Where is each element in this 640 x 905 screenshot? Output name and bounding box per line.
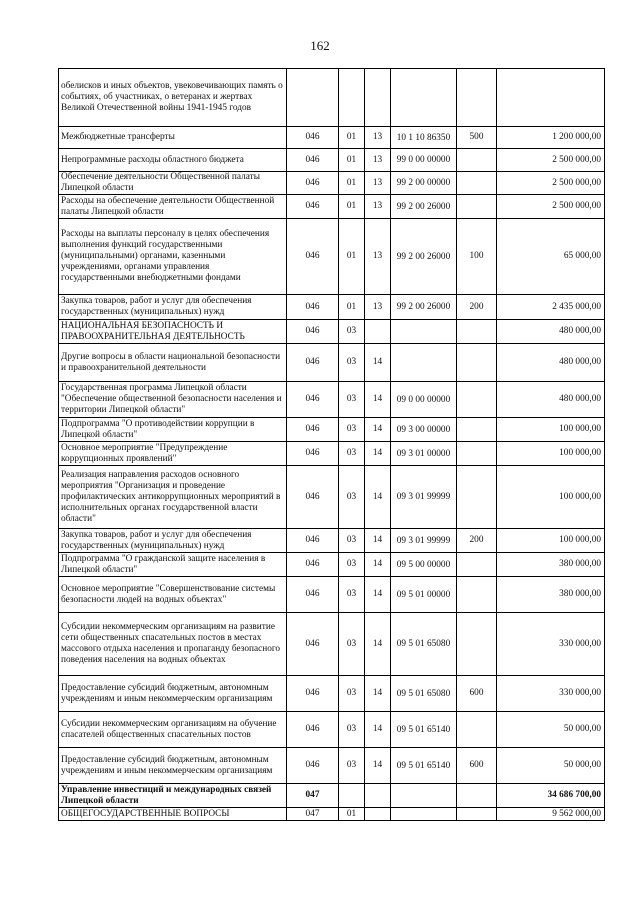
page-number: 162 bbox=[310, 38, 330, 53]
expense-type-cell bbox=[457, 466, 497, 529]
table-row bbox=[59, 748, 605, 784]
table-row bbox=[59, 442, 605, 466]
ministry-code-cell: 046 bbox=[287, 442, 339, 466]
amount-cell: 2 500 000,00 bbox=[497, 149, 605, 172]
ministry-code-cell: 046 bbox=[287, 195, 339, 219]
subsection-code-cell: 14 bbox=[365, 344, 391, 382]
subsection-code-cell: 13 bbox=[365, 172, 391, 195]
ministry-code-cell: 046 bbox=[287, 127, 339, 149]
amount-cell: 480 000,00 bbox=[497, 320, 605, 344]
target-article-cell: 09 5 01 65140 bbox=[391, 748, 457, 784]
target-article-cell: 09 0 00 00000 bbox=[391, 382, 457, 418]
section-code-cell: 01 bbox=[339, 195, 365, 219]
section-code-cell: 03 bbox=[339, 382, 365, 418]
subsection-code-cell: 14 bbox=[365, 712, 391, 748]
expense-type-cell bbox=[457, 712, 497, 748]
amount-cell: 100 000,00 bbox=[497, 529, 605, 553]
section-code-cell: 03 bbox=[339, 553, 365, 577]
table-row bbox=[59, 553, 605, 577]
ministry-code-cell: 046 bbox=[287, 418, 339, 442]
row-name-cell: Межбюджетные трансферты bbox=[59, 127, 287, 149]
expense-type-cell bbox=[457, 418, 497, 442]
expense-type-cell: 100 bbox=[457, 219, 497, 295]
table-row bbox=[59, 195, 605, 219]
table-row bbox=[59, 577, 605, 613]
table-row bbox=[59, 344, 605, 382]
subsection-code-cell: 14 bbox=[365, 442, 391, 466]
target-article-cell: 10 1 10 86350 bbox=[391, 127, 457, 149]
section-code-cell: 01 bbox=[339, 172, 365, 195]
target-article-cell bbox=[391, 784, 457, 808]
ministry-code-cell: 046 bbox=[287, 529, 339, 553]
table-row bbox=[59, 295, 605, 320]
section-code-cell: 03 bbox=[339, 712, 365, 748]
amount-cell bbox=[497, 69, 605, 127]
expense-type-cell bbox=[457, 553, 497, 577]
row-name-cell: ОБЩЕГОСУДАРСТВЕННЫЕ ВОПРОСЫ bbox=[59, 808, 287, 821]
ministry-code-cell: 046 bbox=[287, 613, 339, 676]
amount-cell: 2 500 000,00 bbox=[497, 172, 605, 195]
subsection-code-cell: 13 bbox=[365, 127, 391, 149]
table-row bbox=[59, 320, 605, 344]
amount-cell: 50 000,00 bbox=[497, 712, 605, 748]
row-name-cell: Расходы на обеспечение деятельности Общественной палаты Липецкой области bbox=[59, 195, 287, 219]
section-code-cell bbox=[339, 69, 365, 127]
expense-type-cell: 500 bbox=[457, 127, 497, 149]
budget-table bbox=[58, 68, 605, 821]
amount-cell: 50 000,00 bbox=[497, 748, 605, 784]
amount-cell: 100 000,00 bbox=[497, 442, 605, 466]
row-name-cell: Субсидии некоммерческим организациям на развитие сети общественных спасательных постов в местах массового отдыха населения и пропаганду безопасного поведения населения на водных объектах bbox=[59, 613, 287, 676]
subsection-code-cell: 14 bbox=[365, 529, 391, 553]
section-code-cell: 03 bbox=[339, 418, 365, 442]
expense-type-cell: 600 bbox=[457, 748, 497, 784]
section-code-cell: 01 bbox=[339, 149, 365, 172]
row-name-cell: Основное мероприятие "Предупреждение коррупционных проявлений" bbox=[59, 442, 287, 466]
target-article-cell: 99 0 00 00000 bbox=[391, 149, 457, 172]
target-article-cell: 09 5 01 65140 bbox=[391, 712, 457, 748]
row-name-cell: Реализация направления расходов основного мероприятия "Организация и проведение профилактических антикоррупционных мероприятий в исполнительных органах государственной власти области" bbox=[59, 466, 287, 529]
ministry-code-cell: 046 bbox=[287, 676, 339, 712]
section-code-cell: 01 bbox=[339, 127, 365, 149]
subsection-code-cell bbox=[365, 808, 391, 821]
subsection-code-cell bbox=[365, 320, 391, 344]
expense-type-cell bbox=[457, 320, 497, 344]
row-name-cell: Подпрограмма "О противодействии коррупции в Липецкой области" bbox=[59, 418, 287, 442]
target-article-cell: 09 5 01 65080 bbox=[391, 676, 457, 712]
ministry-code-cell: 046 bbox=[287, 382, 339, 418]
target-article-cell: 09 3 01 99999 bbox=[391, 529, 457, 553]
amount-cell: 480 000,00 bbox=[497, 382, 605, 418]
subsection-code-cell: 14 bbox=[365, 613, 391, 676]
amount-cell: 380 000,00 bbox=[497, 553, 605, 577]
table-row bbox=[59, 529, 605, 553]
table-row bbox=[59, 69, 605, 127]
subsection-code-cell: 14 bbox=[365, 382, 391, 418]
target-article-cell: 99 2 00 00000 bbox=[391, 172, 457, 195]
ministry-code-cell: 047 bbox=[287, 808, 339, 821]
table-row bbox=[59, 712, 605, 748]
section-code-cell: 01 bbox=[339, 295, 365, 320]
table-row bbox=[59, 808, 605, 821]
amount-cell: 65 000,00 bbox=[497, 219, 605, 295]
section-code-cell: 03 bbox=[339, 344, 365, 382]
target-article-cell: 09 5 01 00000 bbox=[391, 577, 457, 613]
expense-type-cell bbox=[457, 613, 497, 676]
expense-type-cell: 600 bbox=[457, 676, 497, 712]
amount-cell: 480 000,00 bbox=[497, 344, 605, 382]
subsection-code-cell: 14 bbox=[365, 676, 391, 712]
subsection-code-cell: 14 bbox=[365, 748, 391, 784]
table-row bbox=[59, 418, 605, 442]
row-name-cell: Подпрограмма "О гражданской защите населения в Липецкой области" bbox=[59, 553, 287, 577]
subsection-code-cell: 13 bbox=[365, 219, 391, 295]
ministry-code-cell: 046 bbox=[287, 466, 339, 529]
section-code-cell: 03 bbox=[339, 577, 365, 613]
expense-type-cell bbox=[457, 344, 497, 382]
row-name-cell: Государственная программа Липецкой области "Обеспечение общественной безопасности населения и территории Липецкой области" bbox=[59, 382, 287, 418]
target-article-cell: 99 2 00 26000 bbox=[391, 295, 457, 320]
target-article-cell bbox=[391, 344, 457, 382]
amount-cell: 2 435 000,00 bbox=[497, 295, 605, 320]
row-name-cell: Обеспечение деятельности Общественной палаты Липецкой области bbox=[59, 172, 287, 195]
section-code-cell: 03 bbox=[339, 529, 365, 553]
target-article-cell bbox=[391, 69, 457, 127]
row-name-cell: Закупка товаров, работ и услуг для обеспечения государственных (муниципальных) нужд bbox=[59, 295, 287, 320]
subsection-code-cell bbox=[365, 69, 391, 127]
row-name-cell: Управление инвестиций и международных связей Липецкой области bbox=[59, 784, 287, 808]
expense-type-cell bbox=[457, 442, 497, 466]
subsection-code-cell bbox=[365, 784, 391, 808]
expense-type-cell bbox=[457, 382, 497, 418]
expense-type-cell bbox=[457, 69, 497, 127]
amount-cell: 100 000,00 bbox=[497, 418, 605, 442]
ministry-code-cell: 046 bbox=[287, 577, 339, 613]
table-row bbox=[59, 382, 605, 418]
target-article-cell bbox=[391, 320, 457, 344]
table-row bbox=[59, 466, 605, 529]
target-article-cell: 99 2 00 26000 bbox=[391, 195, 457, 219]
table-row bbox=[59, 219, 605, 295]
ministry-code-cell: 046 bbox=[287, 219, 339, 295]
amount-cell: 330 000,00 bbox=[497, 676, 605, 712]
section-code-cell: 03 bbox=[339, 676, 365, 712]
amount-cell: 2 500 000,00 bbox=[497, 195, 605, 219]
ministry-code-cell: 046 bbox=[287, 295, 339, 320]
ministry-code-cell: 046 bbox=[287, 149, 339, 172]
target-article-cell: 09 5 01 65080 bbox=[391, 613, 457, 676]
row-name-cell: Непрограммные расходы областного бюджета bbox=[59, 149, 287, 172]
subsection-code-cell: 13 bbox=[365, 195, 391, 219]
ministry-code-cell: 047 bbox=[287, 784, 339, 808]
ministry-code-cell: 046 bbox=[287, 172, 339, 195]
amount-cell: 9 562 000,00 bbox=[497, 808, 605, 821]
target-article-cell: 09 3 01 99999 bbox=[391, 466, 457, 529]
expense-type-cell bbox=[457, 172, 497, 195]
subsection-code-cell: 14 bbox=[365, 466, 391, 529]
section-code-cell: 01 bbox=[339, 219, 365, 295]
row-name-cell: Основное мероприятие "Совершенствование системы безопасности людей на водных объектах" bbox=[59, 577, 287, 613]
ministry-code-cell: 046 bbox=[287, 748, 339, 784]
subsection-code-cell: 13 bbox=[365, 149, 391, 172]
section-code-cell: 01 bbox=[339, 808, 365, 821]
expense-type-cell: 200 bbox=[457, 529, 497, 553]
table-row bbox=[59, 784, 605, 808]
target-article-cell: 09 3 00 00000 bbox=[391, 418, 457, 442]
amount-cell: 380 000,00 bbox=[497, 577, 605, 613]
table-row bbox=[59, 613, 605, 676]
target-article-cell: 99 2 00 26000 bbox=[391, 219, 457, 295]
ministry-code-cell: 046 bbox=[287, 320, 339, 344]
subsection-code-cell: 14 bbox=[365, 577, 391, 613]
amount-cell: 1 200 000,00 bbox=[497, 127, 605, 149]
row-name-cell: Субсидии некоммерческим организациям на обучение спасателей общественных спасательных постов bbox=[59, 712, 287, 748]
expense-type-cell bbox=[457, 149, 497, 172]
target-article-cell bbox=[391, 808, 457, 821]
section-code-cell: 03 bbox=[339, 613, 365, 676]
row-name-cell: НАЦИОНАЛЬНАЯ БЕЗОПАСНОСТЬ И ПРАВООХРАНИТЕЛЬНАЯ ДЕЯТЕЛЬНОСТЬ bbox=[59, 320, 287, 344]
section-code-cell: 03 bbox=[339, 748, 365, 784]
row-name-cell: Другие вопросы в области национальной безопасности и правоохранительной деятельности bbox=[59, 344, 287, 382]
ministry-code-cell: 046 bbox=[287, 553, 339, 577]
subsection-code-cell: 14 bbox=[365, 553, 391, 577]
amount-cell: 100 000,00 bbox=[497, 466, 605, 529]
subsection-code-cell: 13 bbox=[365, 295, 391, 320]
row-name-cell: Закупка товаров, работ и услуг для обеспечения государственных (муниципальных) нужд bbox=[59, 529, 287, 553]
target-article-cell: 09 3 01 00000 bbox=[391, 442, 457, 466]
ministry-code-cell: 046 bbox=[287, 344, 339, 382]
table-row bbox=[59, 676, 605, 712]
target-article-cell: 09 5 00 00000 bbox=[391, 553, 457, 577]
row-name-cell: Предоставление субсидий бюджетным, автономным учреждениям и иным некоммерческим организациям bbox=[59, 748, 287, 784]
expense-type-cell bbox=[457, 577, 497, 613]
section-code-cell bbox=[339, 784, 365, 808]
section-code-cell: 03 bbox=[339, 442, 365, 466]
section-code-cell: 03 bbox=[339, 320, 365, 344]
row-name-cell: Предоставление субсидий бюджетным, автономным учреждениям и иным некоммерческим организациям bbox=[59, 676, 287, 712]
section-code-cell: 03 bbox=[339, 466, 365, 529]
subsection-code-cell: 14 bbox=[365, 418, 391, 442]
row-name-cell: Расходы на выплаты персоналу в целях обеспечения выполнения функций государственными (муниципальными) органами, казенными учреждениями, органами управления государственными внебюджетными фондами bbox=[59, 219, 287, 295]
table-row bbox=[59, 127, 605, 149]
ministry-code-cell: 046 bbox=[287, 712, 339, 748]
expense-type-cell bbox=[457, 195, 497, 219]
expense-type-cell bbox=[457, 808, 497, 821]
expense-type-cell bbox=[457, 784, 497, 808]
ministry-code-cell bbox=[287, 69, 339, 127]
amount-cell: 330 000,00 bbox=[497, 613, 605, 676]
table-row bbox=[59, 172, 605, 195]
row-name-cell: обелисков и иных объектов, увековечивающих память о событиях, об участниках, о ветеранах и жертвах Великой Отечественной войны 1941-1945 годов bbox=[59, 69, 287, 127]
amount-cell: 34 686 700,00 bbox=[497, 784, 605, 808]
expense-type-cell: 200 bbox=[457, 295, 497, 320]
table-row bbox=[59, 149, 605, 172]
